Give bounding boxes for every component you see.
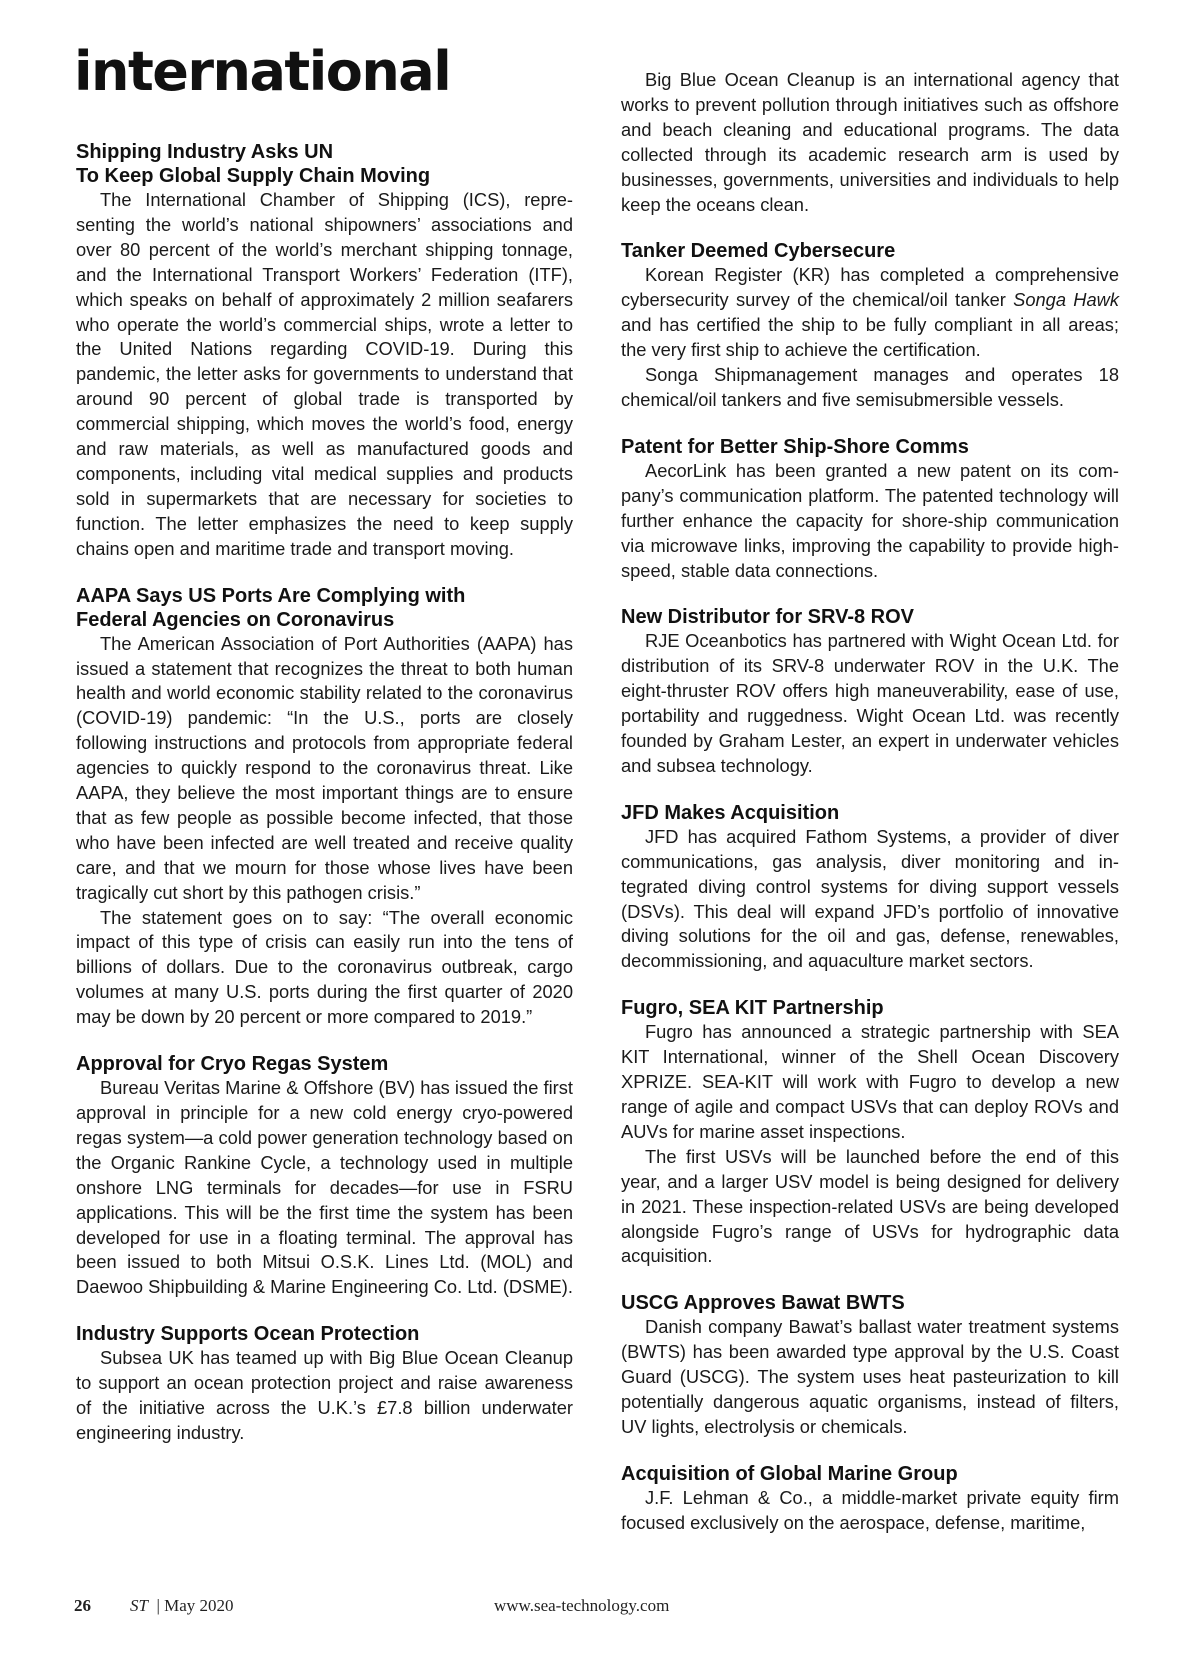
publication-issue	[130, 1596, 234, 1616]
left-column	[76, 140, 573, 1468]
article-headline: Fugro, SEA KIT Partnership	[621, 997, 884, 1020]
article-paragraph: The first USVs will be launched before the end of this year, and a larger USV model is being designed for delivery in 2021. These inspection-related USVs are being developed alongside Fugro’s range of USVs for hydrographic data acquisition.	[621, 1145, 1119, 1267]
headline-line: To Keep Global Supply Chain Moving	[76, 165, 431, 187]
article-paragraph: The statement goes on to say: “The overall economic impact of this type of crisis can easily run into the tens of billions of dollars. Due to the coronavirus outbreak, cargo volumes at many U.S. ports during the first quarter of 2020 may be down by 20 percent or more compared to 2019.”	[76, 906, 573, 1028]
right-column	[621, 68, 1119, 1558]
headline-line: AAPA Says US Ports Are Complying with	[76, 584, 466, 607]
article-paragraph: AecorLink has been granted a new patent on its company’s communication platform. The patented technology will further enhance the capacity for shore-ship communication via microwave links, improving the capability to provide high-speed, stable data connections.	[621, 459, 1119, 581]
page-footer	[74, 1596, 1134, 1620]
article-uscg-bawat	[621, 1291, 1119, 1440]
article-headline: Industry Supports Ocean Protection	[76, 1323, 420, 1346]
article-paragraph: The American Association of Port Authorities (AAPA) has issued a statement that recognizes the threat to both human health and world economic stability related to the coronavirus (COVID-19) pandemic: “In the U.S., ports are closely following instructions and protocols from appropriate federal agencies to quickly respond to the coronavirus threat. Like AAPA, they believe the most important things are to ensure that as few people as possible become infected, that those who have been infected are well treated and receive quality care, and that we mourn for those whose lives have been tragically cut short by this pathogen crisis.”	[76, 632, 573, 903]
headline-line: Federal Agencies on Coronavirus	[76, 608, 395, 631]
headline-line: Shipping Industry Asks UN	[76, 141, 334, 163]
article-paragraph: Fugro has announced a strategic partnership with SEA KIT International, winner of the Shell Ocean Discovery XPRIZE. SEA-KIT will work with Fugro to develop a new range of agile and compact USVs that can deploy ROVs and AUVs for marine asset inspections.	[621, 1021, 1119, 1142]
article-cryo-regas	[76, 1052, 573, 1300]
article-headline: New Distributor for SRV-8 ROV	[621, 606, 915, 629]
article-tanker-cybersecure	[621, 239, 1119, 412]
article-headline: Acquisition of Global Marine Group	[621, 1462, 958, 1485]
article-shipping-industry	[76, 140, 573, 562]
article-paragraph: J.F. Lehman & Co., a middle-market private equity firm focused exclusively on the aerospace, defense, maritime,	[621, 1486, 1119, 1533]
article-headline: Approval for Cryo Regas System	[76, 1053, 389, 1076]
article-paragraph	[621, 263, 1119, 363]
article-jfd-acquisition	[621, 801, 1119, 974]
issue-date: | May 2020	[156, 1596, 234, 1615]
article-ocean-protection	[76, 1322, 573, 1446]
article-paragraph: Songa Shipmanagement manages and operates 18 chemical/oil tankers and five semisubmersible vessels.	[621, 364, 1119, 410]
text-run: Korean Register (KR) has completed a comprehensive cybersecurity survey of the chemical/oil tanker	[621, 264, 1119, 311]
article-paragraph: Subsea UK has teamed up with Big Blue Ocean Cleanup to support an ocean protection project and raise awareness of the initiative across the U.K.’s £7.8 billion underwater engineering industry.	[76, 1347, 573, 1443]
page-number: 26	[74, 1596, 91, 1615]
website-url: www.sea-technology.com	[494, 1596, 670, 1615]
ship-name: Songa Hawk	[1013, 289, 1120, 311]
article-continuation	[621, 68, 1119, 217]
article-global-marine	[621, 1462, 1119, 1536]
article-paragraph: Big Blue Ocean Cleanup is an international agency that works to prevent pollution through initiatives such as offshore and beach cleaning and educational programs. The data collected through its academic research arm is used by businesses, governments, universities and individuals to help keep the oceans clean.	[621, 69, 1119, 215]
article-headline	[76, 584, 573, 632]
article-fugro-seakit	[621, 996, 1119, 1269]
text-run: and has certified the ship to be fully compliant in all areas; the very first ship to achieve the certification.	[621, 314, 1119, 361]
article-srv8-distributor	[621, 605, 1119, 778]
article-headline: USCG Approves Bawat BWTS	[621, 1292, 905, 1315]
publication-name: ST	[130, 1596, 148, 1615]
article-paragraph: Danish company Bawat’s ballast water treatment systems (BWTS) has been awarded type approval by the U.S. Coast Guard (USCG). The system uses heat pasteurization to kill potentially dangerous aquatic organisms, instead of filters, UV lights, electrolysis or chemicals.	[621, 1316, 1119, 1437]
article-headline: JFD Makes Acquisition	[621, 801, 840, 824]
article-headline: Tanker Deemed Cybersecure	[621, 240, 896, 263]
article-headline	[76, 140, 573, 188]
article-paragraph: JFD has acquired Fathom Systems, a provider of diver communications, gas analysis, diver monitoring and integrated diving control systems for diving support vessels (DSVs). This deal will expand JFD’s portfolio of innovative diving solutions for the oil and gas, defense, renewables, decommissioning, and aquaculture market sectors.	[621, 825, 1119, 972]
article-paragraph: Bureau Veritas Marine & Offshore (BV) has issued the first approval in principle for a new cold energy cryo-powered regas system—a cold power generation technology based on the Organic Rankine Cycle, a technology used in multiple onshore LNG terminals for decades—for use in FSRU applications. This will be the first time the system has been developed for use in a floating terminal. The approval has been issued to both Mitsui O.S.K. Lines Ltd. (MOL) and Daewoo Shipbuilding & Marine Engineering Co. Ltd. (DSME).	[76, 1077, 573, 1298]
page-title: international	[74, 40, 451, 103]
article-patent-comms	[621, 435, 1119, 584]
article-paragraph: RJE Oceanbotics has partnered with Wight Ocean Ltd. for distribution of its SRV-8 underwater ROV in the U.K. The eight-thruster ROV offers high maneuverability, ease of use, portability and ruggedness. Wight Ocean Ltd. was recently founded by Graham Lester, an expert in underwater vehicles and subsea technology.	[621, 630, 1119, 776]
article-aapa-ports	[76, 584, 573, 1031]
article-headline: Patent for Better Ship-Shore Comms	[621, 435, 969, 458]
article-paragraph: The International Chamber of Shipping (ICS), representing the world’s national shipowners’ associations and over 80 percent of the world’s merchant shipping tonnage, and the International Transport Workers’ Federation (ITF), which speaks on behalf of approximately 2 million seafarers who operate the world’s commercial ships, wrote a letter to the United Nations regarding COVID-19. During this pandemic, the letter asks for governments to understand that around 90 percent of global trade is transported by commercial shipping, which moves the world’s food, energy and raw materials, as well as manufactured goods and components, including vital medical supplies and products sold in supermarkets that are necessary for societies to function. The letter emphasizes the need to keep supply chains open and maritime trade and transport moving.	[76, 189, 573, 559]
